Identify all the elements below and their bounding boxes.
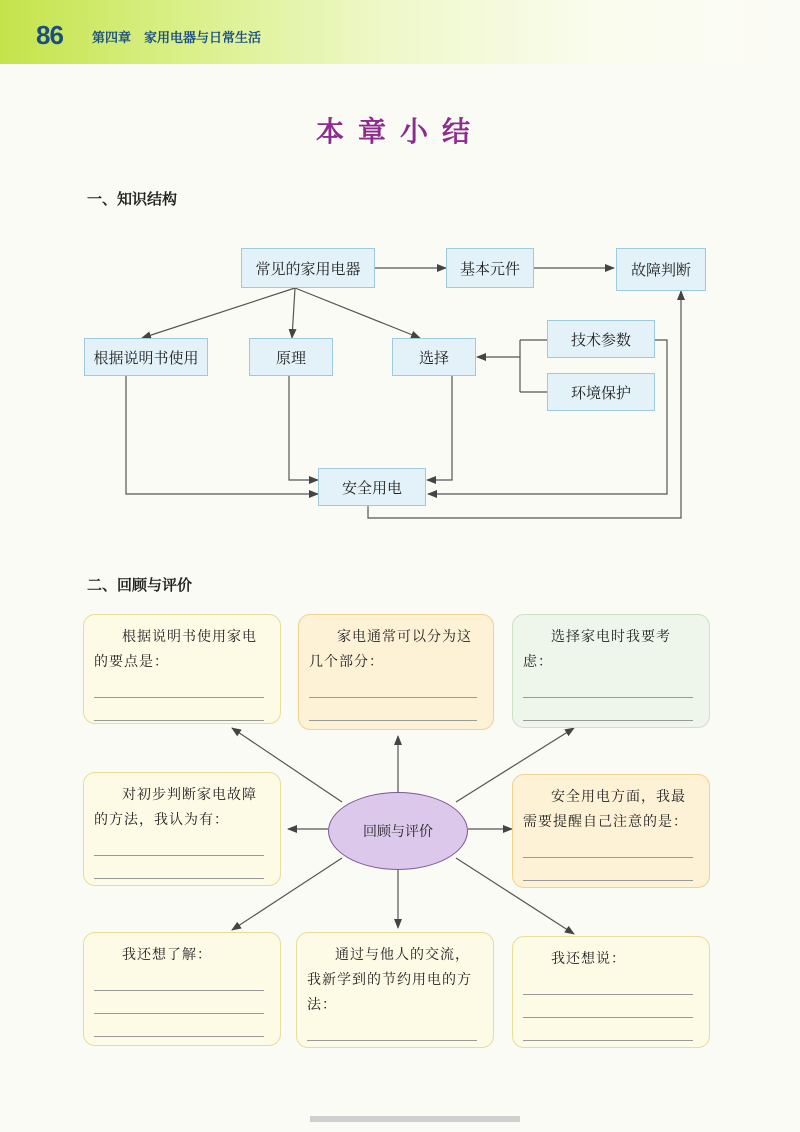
answer-line[interactable] xyxy=(523,675,693,698)
node-principle: 原理 xyxy=(249,338,333,376)
node-selection: 选择 xyxy=(392,338,476,376)
review-card-prompt: 对初步判断家电故障的方法，我认为有： xyxy=(94,787,257,828)
review-card-selection-considerations xyxy=(512,614,710,728)
answer-line[interactable] xyxy=(523,858,693,881)
page-title: 本章小结 xyxy=(315,115,484,148)
answer-line[interactable] xyxy=(94,856,264,879)
chapter-number: 第四章 xyxy=(92,31,132,46)
page-bottom-mark xyxy=(310,1116,520,1122)
review-card-safety-reminder xyxy=(512,774,710,888)
review-card-prompt: 家电通常可以分为这几个部分： xyxy=(309,629,472,670)
answer-line[interactable] xyxy=(523,835,693,858)
node-environmental-protection: 环境保护 xyxy=(547,373,655,411)
arrow-common-to-choose xyxy=(295,288,420,338)
node-common-appliances: 常见的家用电器 xyxy=(241,248,375,288)
review-card-prompt: 通过与他人的交流，我新学到的节约用电的方法： xyxy=(307,947,472,1013)
review-card-prompt: 我还想了解： xyxy=(122,947,212,963)
review-center-ellipse: 回顾与评价 xyxy=(328,792,468,870)
section-heading-knowledge-structure: 一、知识结构 xyxy=(87,190,178,208)
review-card-fault-methods xyxy=(83,772,281,886)
review-card-energy-saving xyxy=(296,932,494,1048)
review-card-manual-usage xyxy=(83,614,281,724)
answer-line[interactable] xyxy=(523,972,693,995)
node-technical-parameters: 技术参数 xyxy=(547,320,655,358)
page-number: 86 xyxy=(36,20,63,50)
answer-line[interactable] xyxy=(94,698,264,721)
review-card-want-to-learn xyxy=(83,932,281,1046)
node-fault-diagnosis: 故障判断 xyxy=(616,248,706,291)
node-use-per-manual: 根据说明书使用 xyxy=(84,338,208,376)
review-card-appliance-parts xyxy=(298,614,494,730)
answer-line[interactable] xyxy=(94,968,264,991)
review-card-prompt: 选择家电时我要考虑： xyxy=(523,629,671,670)
answer-line[interactable] xyxy=(94,675,264,698)
answer-line[interactable] xyxy=(94,833,264,856)
answer-line[interactable] xyxy=(523,995,693,1018)
arrow-params-to-choose xyxy=(477,340,520,357)
arrow-common-to-principle xyxy=(292,288,295,338)
answer-line[interactable] xyxy=(309,698,477,721)
review-card-prompt: 安全用电方面，我最需要提醒自己注意的是： xyxy=(523,789,688,830)
arrow-choose-to-safety xyxy=(427,376,452,480)
answer-line[interactable] xyxy=(94,1014,264,1037)
node-electrical-safety: 安全用电 xyxy=(318,468,426,506)
arrow-common-to-manual xyxy=(142,288,295,338)
answer-line[interactable] xyxy=(523,698,693,721)
answer-line[interactable] xyxy=(94,991,264,1014)
review-card-prompt: 我还想说： xyxy=(551,951,626,967)
chapter-title: 家用电器与日常生活 xyxy=(144,31,262,46)
answer-line[interactable] xyxy=(309,675,477,698)
node-basic-components: 基本元件 xyxy=(446,248,534,288)
arrow-principle-to-safety xyxy=(289,376,318,480)
review-card-prompt: 根据说明书使用家电的要点是： xyxy=(94,629,257,670)
answer-line[interactable] xyxy=(523,1018,693,1041)
review-card-want-to-say xyxy=(512,936,710,1048)
section-heading-review: 二、回顾与评价 xyxy=(87,576,193,594)
answer-line[interactable] xyxy=(307,1018,477,1041)
